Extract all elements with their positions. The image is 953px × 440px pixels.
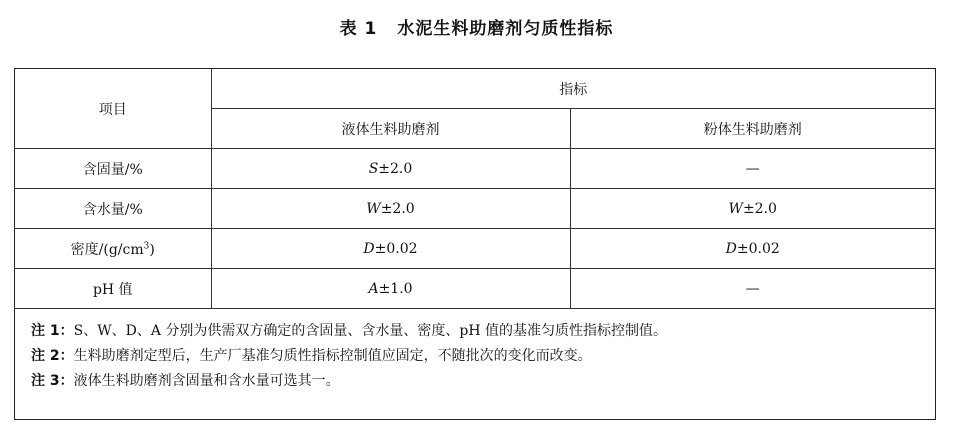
powder-tolerance: ±2.0 — [742, 200, 777, 217]
table-notes — [15, 309, 935, 394]
note-text: 液体生料助磨剂含固量和含水量可选其一。 — [73, 373, 340, 389]
table-row — [15, 149, 935, 189]
density-label: 密度/(g/cm — [70, 241, 144, 258]
row-liquid — [211, 229, 570, 269]
header-group: 指标 — [211, 69, 935, 109]
liquid-var: A — [368, 280, 379, 297]
note-text: S、W、D、A 分别为供需双方确定的含固量、含水量、密度、pH 值的基准匀质性指标控制值。 — [73, 323, 668, 339]
row-powder — [570, 269, 935, 309]
table-frame — [14, 68, 936, 420]
note-label: 注 1： — [31, 323, 74, 339]
table-title — [0, 14, 953, 39]
note-label: 注 3： — [31, 373, 74, 389]
row-item: 含固量/% — [15, 149, 211, 189]
note-text: 生料助磨剂定型后，生产厂基准匀质性指标控制值应固定，不随批次的变化而改变。 — [73, 348, 592, 364]
note-item — [31, 319, 935, 344]
liquid-tolerance: ±2.0 — [380, 200, 415, 217]
note-item — [31, 344, 935, 369]
row-liquid — [211, 189, 570, 229]
note-item — [31, 369, 935, 394]
row-powder — [570, 229, 935, 269]
density-label-end: ) — [149, 241, 155, 258]
liquid-tolerance: ±2.0 — [378, 160, 413, 177]
table-number: 表 1 — [339, 19, 378, 39]
row-liquid — [211, 269, 570, 309]
powder-tolerance: — — [745, 280, 760, 297]
row-item: pH 值 — [15, 269, 211, 309]
table-row — [15, 269, 935, 309]
liquid-var: S — [368, 160, 379, 177]
row-liquid — [211, 149, 570, 189]
row-item — [15, 229, 211, 269]
note-label: 注 2： — [31, 348, 74, 364]
uniformity-table — [15, 69, 935, 309]
powder-var: D — [725, 240, 737, 257]
powder-tolerance: — — [745, 160, 760, 177]
liquid-var: W — [366, 200, 381, 217]
liquid-var: D — [363, 240, 375, 257]
row-powder — [570, 149, 935, 189]
liquid-tolerance: ±0.02 — [374, 240, 418, 257]
row-powder — [570, 189, 935, 229]
header-liquid: 液体生料助磨剂 — [211, 109, 570, 149]
header-powder: 粉体生料助磨剂 — [570, 109, 935, 149]
header-item: 项目 — [15, 69, 211, 149]
powder-tolerance: ±0.02 — [736, 240, 780, 257]
density-exponent: 3 — [143, 240, 150, 251]
table-row — [15, 229, 935, 269]
header-row-1 — [15, 69, 935, 109]
liquid-tolerance: ±1.0 — [378, 280, 413, 297]
powder-var: W — [728, 200, 743, 217]
table-row — [15, 189, 935, 229]
table-title-text: 水泥生料助磨剂匀质性指标 — [397, 19, 614, 39]
row-item: 含水量/% — [15, 189, 211, 229]
